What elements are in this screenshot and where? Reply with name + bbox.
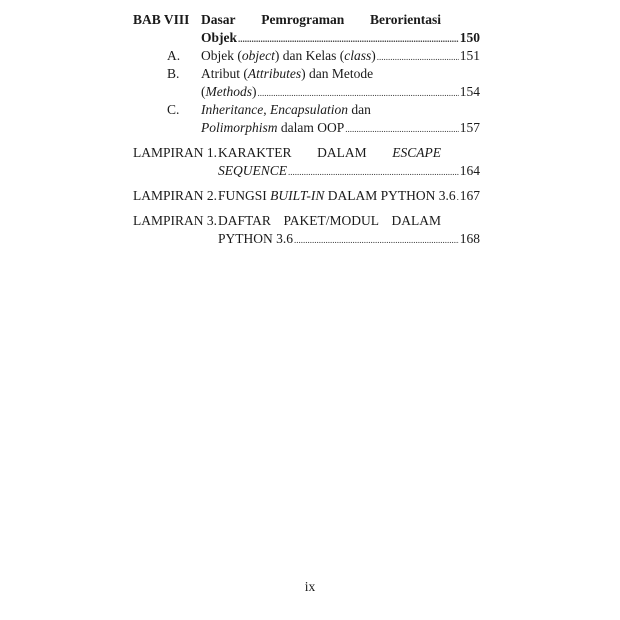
chapter-title-line2[interactable] (201, 29, 480, 48)
toc-entry-section-a[interactable] (201, 47, 480, 66)
appendix-title-line2: SEQUENCE (218, 163, 287, 178)
dot-leader (258, 84, 459, 102)
appendix-title-word: DAFTAR (218, 213, 271, 228)
chapter-title-word: Pemrograman (261, 12, 345, 27)
appendix-title-line1 (218, 144, 441, 162)
appendix-title-line1 (218, 212, 441, 230)
appendix-title-word: KARAKTER (218, 145, 292, 160)
chapter-title-last: Objek (201, 30, 238, 45)
chapter-label: BAB VIII (133, 12, 190, 27)
dot-leader (457, 188, 459, 206)
chapter-title-word: Berorientasi (369, 12, 441, 27)
section-title: Objek (object) dan Kelas (class) (201, 48, 376, 63)
appendix-page: 168 (459, 231, 480, 246)
toc-entry-appendix-3[interactable] (218, 230, 480, 249)
dot-leader (288, 163, 459, 181)
section-title-line1: Inheritance, Encapsulation dan (201, 102, 371, 117)
chapter-page: 150 (459, 30, 480, 45)
section-letter: C. (167, 102, 180, 117)
appendix-label: LAMPIRAN 3. (133, 213, 218, 228)
toc-entry-appendix-2[interactable] (218, 187, 480, 206)
appendix-page: 167 (459, 188, 480, 203)
dot-leader (294, 231, 459, 249)
dot-leader (345, 120, 458, 138)
section-page: 151 (459, 48, 480, 63)
appendix-title-word: ESCAPE (392, 145, 441, 160)
section-title-line2: (Methods) (201, 84, 257, 99)
appendix-title-word: DALAM (317, 145, 367, 160)
section-title-line1: Atribut (Attributes) dan Metode (201, 66, 374, 81)
appendix-title-word: PAKET/MODUL (283, 213, 379, 228)
page-number: ix (304, 579, 316, 594)
toc-entry-appendix-1[interactable] (218, 162, 480, 181)
appendix-label: LAMPIRAN 1. (133, 145, 218, 160)
section-letter: A. (167, 48, 181, 63)
toc-entry-section-c[interactable] (201, 119, 480, 138)
chapter-title-word: Dasar (201, 12, 236, 27)
appendix-title: FUNGSI BUILT-IN DALAM PYTHON 3.6 (218, 188, 456, 203)
section-letter: B. (167, 66, 180, 81)
appendix-title-word: DALAM (391, 213, 441, 228)
chapter-title-line1 (201, 11, 441, 29)
section-page: 154 (459, 84, 480, 99)
appendix-page: 164 (459, 163, 480, 178)
section-page: 157 (459, 120, 480, 135)
appendix-title-line2: PYTHON 3.6 (218, 231, 294, 246)
toc-entry-section-b[interactable] (201, 83, 480, 102)
dot-leader (238, 30, 459, 48)
dot-leader (377, 48, 459, 66)
appendix-label: LAMPIRAN 2. (133, 188, 218, 203)
section-title-line2: Polimorphism dalam OOP (201, 120, 345, 135)
